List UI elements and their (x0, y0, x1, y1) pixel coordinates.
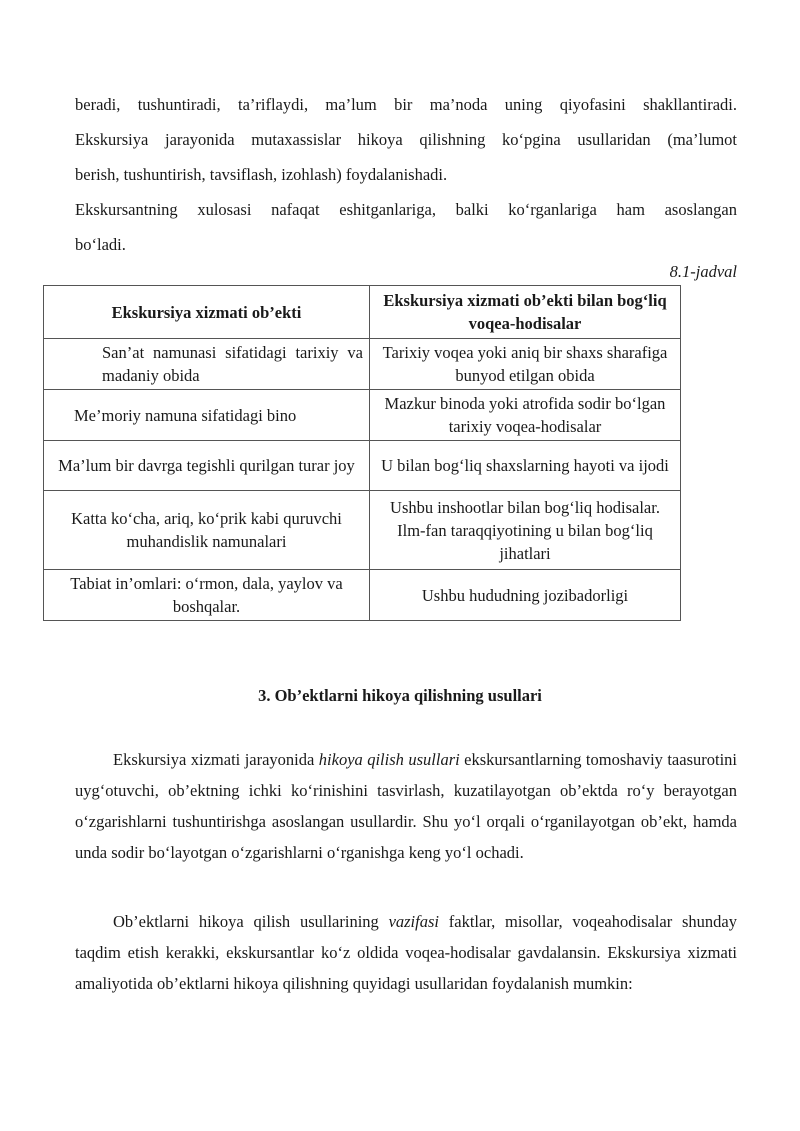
table-header-object: Ekskursiya xizmati ob’ekti (44, 286, 370, 339)
intro-line-1: beradi, tushuntiradi, ta’riflaydi, ma’lum bir ma’noda uning qiyofasini shakllantiradi. (75, 95, 737, 114)
table-row (44, 390, 681, 441)
table-cell-object: Tabiat in’omlari: o‘rmon, dala, yaylov va boshqalar. (44, 570, 370, 621)
table-cell-events: Mazkur binoda yoki atrofida sodir bo‘lgan tarixiy voqea-hodisalar (370, 390, 681, 441)
table-header-events: Ekskursiya xizmati ob’ekti bilan bog‘liq voqea-hodisalar (370, 286, 681, 339)
table-cell-events: Ushbu inshootlar bilan bog‘liq hodisalar. Ilm-fan taraqqiyotining u bilan bog‘liq jihatlari (370, 491, 681, 570)
intro-line-5: bo‘ladi. (75, 235, 126, 254)
paragraph-text: Ob’ektlarni hikoya qilish usullarining (113, 912, 389, 931)
intro-line-2: Ekskursiya jarayonida mutaxassislar hikoya qilishning ko‘pgina usullaridan (ma’lumot (75, 130, 737, 149)
paragraph-text: Ekskursiya xizmati jarayonida (113, 750, 319, 769)
section-paragraph-2 (75, 906, 737, 999)
paragraph-text: ekskursantlarning tomoshaviy taasurotini uyg‘otuvchi, ob’ektning ichki ko‘rinishini tasvirlash, kuzatilayotgan ob’ektda ro‘y berayotgan o‘zgarishlarni tushuntirishga asoslangan usullardir. Shu yo‘l orqali o‘rganilayotgan ob’ekt, hamda unda sodir bo‘layotgan o‘zgarishlarni o‘rganishga keng yo‘l ochadi. (75, 750, 738, 862)
table-cell-events: Ushbu hududning jozibadorligi (370, 570, 681, 621)
section-heading: 3. Ob’ektlarni hikoya qilishning usullari (258, 686, 542, 705)
table-cell-object: Ma’lum bir davrga tegishli qurilgan turar joy (44, 441, 370, 491)
table-cell-object: Me’moriy namuna sifatidagi bino (44, 390, 370, 441)
paragraph-emphasis: hikoya qilish usullari (318, 750, 460, 769)
table-row (44, 570, 681, 621)
table-caption: 8.1-jadval (669, 262, 737, 281)
table-row (44, 339, 681, 390)
intro-line-4: Ekskursantning xulosasi nafaqat eshitganlariga, balki ko‘rganlariga ham asoslangan (75, 200, 737, 219)
table-header-row (44, 286, 681, 339)
table-cell-object: San’at namunasi sifatidagi tarixiy va madaniy obida (44, 339, 370, 390)
table-cell-events: U bilan bog‘liq shaxslarning hayoti va ijodi (370, 441, 681, 491)
paragraph-emphasis: vazifasi (388, 912, 439, 931)
objects-table (43, 285, 681, 621)
table-row (44, 441, 681, 491)
intro-line-3: berish, tushuntirish, tavsiflash, izohlash) foydalanishadi. (75, 165, 448, 184)
table-cell-events: Tarixiy voqea yoki aniq bir shaxs sharafiga bunyod etilgan obida (370, 339, 681, 390)
paragraph-text: faktlar, misollar, voqeahodisalar shunday taqdim etish kerakki, ekskursantlar ko‘z oldida voqea-hodisalar gavdalansin. Ekskursiya xizmati amaliyotida ob’ektlarni hikoya qilishning quyidagi usullaridan foydalanish mumkin: (75, 912, 738, 993)
table-cell-object: Katta ko‘cha, ariq, ko‘prik kabi quruvchi muhandislik namunalari (44, 491, 370, 570)
section-paragraph-1 (75, 744, 737, 868)
table-row (44, 491, 681, 570)
